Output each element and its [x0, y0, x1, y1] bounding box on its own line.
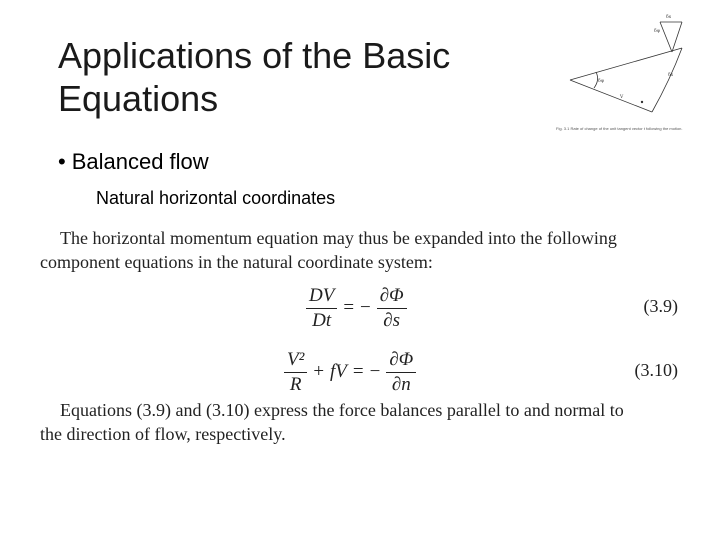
- paragraph-1-line-2: component equations in the natural coordinate system:: [40, 252, 433, 272]
- diagram-triangle-right: [672, 22, 682, 52]
- diagram-arc: [652, 48, 682, 112]
- diagram-label-3: δψ: [598, 79, 605, 84]
- title-line-1: Applications of the Basic: [58, 35, 451, 76]
- diagram-lower-ray: [570, 80, 652, 112]
- diagram-point: [641, 101, 643, 103]
- diagram-label-2: δψ: [654, 29, 661, 34]
- equation-3-10: [40, 344, 682, 400]
- eq1-rhs-denominator: ∂s: [383, 309, 401, 331]
- equation-number-3-10: (3.10): [634, 360, 678, 380]
- eq1-lhs-fraction: [306, 285, 337, 332]
- eq2-rhs-numerator: ∂Φ: [386, 349, 416, 373]
- excerpt-paragraph-1: [40, 226, 682, 274]
- textbook-excerpt: [40, 224, 682, 444]
- eq2-equals: =: [352, 361, 364, 382]
- subbullet-natural-coordinates: Natural horizontal coordinates: [96, 188, 336, 208]
- eq2-coriolis-term: fV: [330, 361, 347, 382]
- paragraph-2-line-2: the direction of flow, respectively.: [40, 424, 286, 444]
- eq1-lhs-denominator: Dt: [312, 309, 332, 331]
- eq2-rhs-denominator: ∂n: [391, 373, 411, 395]
- eq2-lhs-fraction: [284, 349, 307, 396]
- diagram-label-1: δs: [666, 15, 672, 20]
- bullet-balanced-flow: [58, 148, 209, 176]
- slide-title: [58, 34, 518, 120]
- paragraph-1-line-1: The horizontal momentum equation may thus be expanded into the following: [60, 228, 617, 248]
- title-line-2: Equations: [58, 78, 219, 119]
- figure-caption: Fig. 3.1 Rate of change of the unit tangent vector t following the motion.: [556, 126, 683, 131]
- diagram-triangle-left: [660, 22, 672, 52]
- diagram-upper-ray: [570, 48, 682, 80]
- equation-3-9: [40, 280, 682, 336]
- eq2-lhs-numerator: V²: [284, 349, 307, 373]
- eq1-rhs-numerator: ∂Φ: [377, 285, 407, 309]
- equation-number-3-9: (3.9): [643, 296, 678, 316]
- eq2-plus: +: [313, 361, 325, 382]
- paragraph-2-line-1: Equations (3.9) and (3.10) express the force balances parallel to and normal to: [60, 400, 624, 420]
- tangent-vector-diagram: [556, 8, 696, 134]
- eq1-minus: −: [360, 297, 371, 318]
- eq1-lhs-numerator: DV: [306, 285, 337, 309]
- diagram-label-4: δs: [668, 73, 674, 78]
- excerpt-paragraph-2: [40, 398, 682, 446]
- eq2-minus: −: [369, 361, 381, 382]
- bullet-marker: •: [58, 149, 66, 174]
- bullet-text: Balanced flow: [71, 149, 209, 174]
- eq2-rhs-fraction: [386, 349, 416, 396]
- eq2-lhs-denominator: R: [289, 373, 302, 395]
- diagram-label-5: V: [620, 95, 624, 100]
- eq1-equals: =: [343, 297, 355, 318]
- eq1-rhs-fraction: [377, 285, 407, 332]
